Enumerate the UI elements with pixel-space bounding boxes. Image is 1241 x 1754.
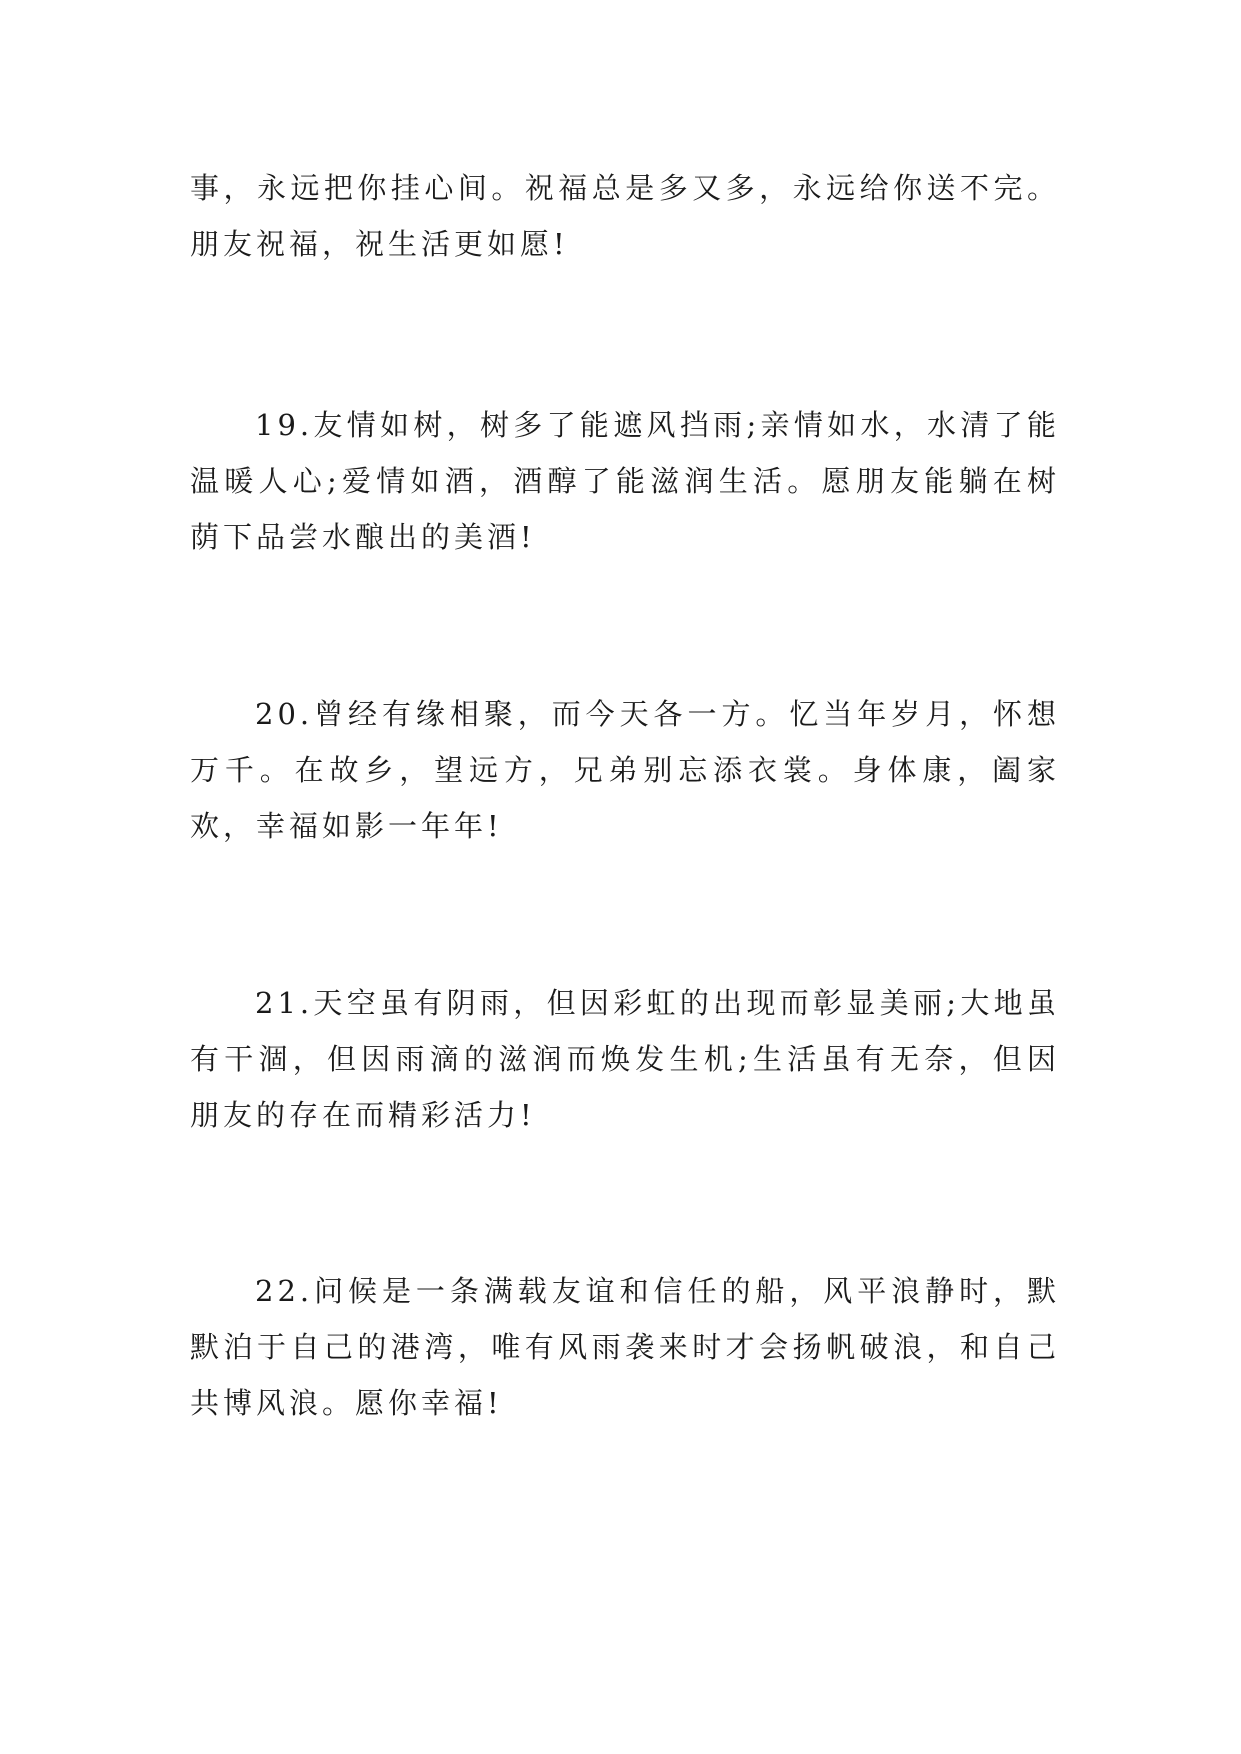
paragraph-item-21: 21.天空虽有阴雨，但因彩虹的出现而彰显美丽;大地虽有干涸，但因雨滴的滋润而焕发生机;生活虽有无奈，但因朋友的存在而精彩活力! [190,986,1060,1132]
paragraph-item-19: 19.友情如树，树多了能遮风挡雨;亲情如水，水清了能温暖人心;爱情如酒，酒醇了能滋润生活。愿朋友能躺在树荫下品尝水酿出的美酒! [190,408,1060,554]
paragraph-continuation: 事，永远把你挂心间。祝福总是多又多，永远给你送不完。朋友祝福，祝生活更如愿! [190,171,1060,261]
paragraph-item-20: 20.曾经有缘相聚，而今天各一方。忆当年岁月，怀想万千。在故乡，望远方，兄弟别忘添衣裳。身体康，阖家欢，幸福如影一年年! [190,697,1060,843]
paragraph-item-22: 22.问候是一条满载友谊和信任的船，风平浪静时，默默泊于自己的港湾，唯有风雨袭来时才会扬帆破浪，和自己共博风浪。愿你幸福! [190,1274,1060,1420]
